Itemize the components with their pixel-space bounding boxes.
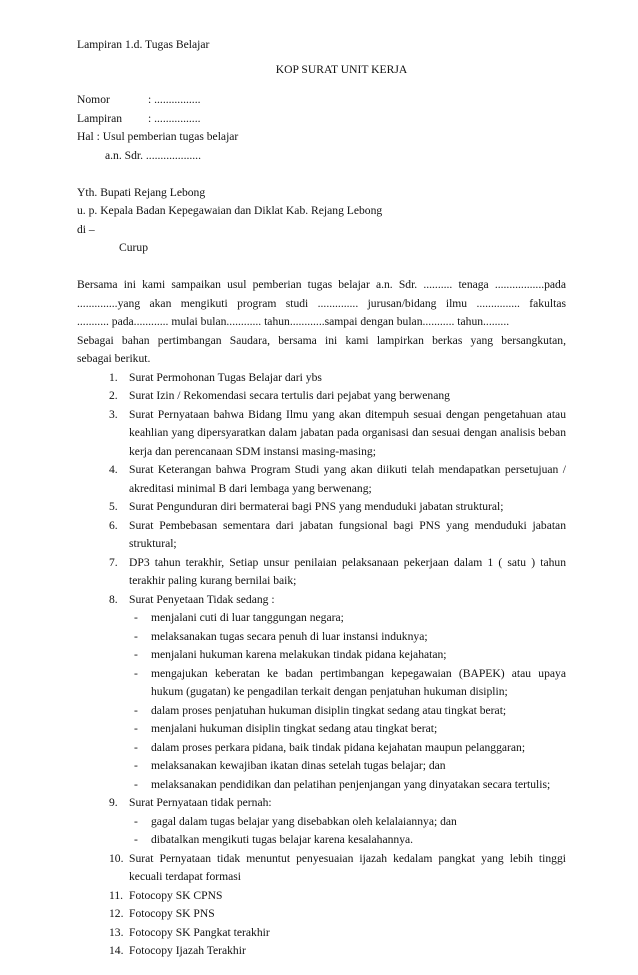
list-item bbox=[77, 591, 566, 795]
item-number: 3. bbox=[109, 407, 118, 421]
item-number: 14. bbox=[109, 944, 124, 957]
item-number: 6. bbox=[109, 518, 118, 532]
item-number: 8. bbox=[109, 592, 118, 606]
sub-item: - menjalani hukuman disiplin tingkat sedang atau tingkat berat; bbox=[134, 722, 438, 735]
item-number: 11. bbox=[109, 888, 124, 902]
item-number: 12. bbox=[109, 907, 124, 920]
item-text: Surat Pengunduran diri bermaterai bagi PNS yang menduduki jabatan struktural; bbox=[129, 500, 504, 513]
item-number: 4. bbox=[109, 463, 118, 476]
item-text: Fotocopy Ijazah Terakhir bbox=[129, 944, 246, 957]
item-number: 1. bbox=[109, 370, 118, 384]
list-item bbox=[77, 924, 566, 943]
sub-item: - menjalani cuti di luar tanggungan negara; bbox=[134, 611, 344, 624]
sub-item: - dibatalkan mengikuti tugas belajar karena kesalahannya. bbox=[134, 833, 414, 846]
list-item bbox=[77, 887, 566, 906]
addressee-line-1: Yth. Bupati Rejang Lebong bbox=[77, 185, 206, 199]
nomor-value: : ................ bbox=[148, 93, 201, 106]
list-item bbox=[77, 498, 566, 517]
body-para1-line3: ........... pada............ mulai bulan............ tahun............sampai dengan bulan........... tahun......... bbox=[77, 315, 510, 328]
sub-item: - melaksanakan kewajiban ikatan dinas setelah tugas belajar; dan bbox=[134, 759, 446, 772]
addressee-city: Curup bbox=[119, 241, 148, 254]
item-text: Surat Keterangan bahwa Program Studi yang akan diikuti telah mendapatkan persetujuan / akreditasi minimal B dari lembaga yang berwenang; bbox=[129, 463, 566, 495]
nomor-row bbox=[77, 91, 566, 110]
body-para1-line2: ..............yang akan mengikuti program studi .............. jurusan/bidang ilmu ............... fakultas bbox=[77, 296, 566, 310]
hal-line: Hal : Usul pemberian tugas belajar bbox=[77, 130, 239, 143]
letterhead-title: KOP SURAT UNIT KERJA bbox=[275, 62, 408, 76]
sub-item: - mengajukan keberatan ke badan pertimbangan kepegawaian (BAPEK) atau upaya hukum (gugatan) ke pengadilan terkait dengan penjatuhan hukuman disiplin; bbox=[134, 666, 566, 698]
item-text: Surat Penyetaan Tidak sedang : bbox=[129, 592, 275, 606]
list-item bbox=[77, 905, 566, 924]
item-number: 9. bbox=[109, 796, 118, 809]
list-item bbox=[77, 461, 566, 498]
body-para2-line2: sebagai berikut. bbox=[77, 352, 151, 365]
attachment-list bbox=[77, 369, 566, 961]
item-text: Surat Permohonan Tugas Belajar dari ybs bbox=[129, 370, 322, 384]
item-number: 13. bbox=[109, 925, 124, 939]
item-text: Surat Pernyataan bahwa Bidang Ilmu yang akan ditempuh sesuai dengan pengetahuan atau keahlian yang dipersyaratkan dalam jabatan pada organisasi dan sesuai dengan analisis beban kerja dan perencanaan SDM instansi masing-masing; bbox=[129, 407, 566, 458]
nomor-label: Nomor bbox=[77, 93, 110, 106]
item-text: Fotocopy SK Pangkat terakhir bbox=[129, 925, 270, 939]
item-text: Surat Pernyataan tidak pernah: bbox=[129, 796, 272, 809]
addressee-line-2: u. p. Kepala Badan Kepegawaian dan Diklat Kab. Rejang Lebong bbox=[77, 204, 383, 217]
document-page bbox=[77, 36, 566, 961]
attachment-label: Lampiran 1.d. Tugas Belajar bbox=[77, 38, 210, 51]
sub-item: - menjalani hukuman karena melakukan tindak pidana kejahatan; bbox=[134, 648, 447, 661]
list-item bbox=[77, 794, 566, 850]
sub-item: - gagal dalam tugas belajar yang disebabkan oleh kelalaiannya; dan bbox=[134, 814, 457, 828]
body-para2-line1: Sebagai bahan pertimbangan Saudara, bersama ini kami lampirkan berkas yang bersangkutan, bbox=[77, 333, 566, 347]
sub-item: - melaksanakan tugas secara penuh di luar instansi induknya; bbox=[134, 629, 428, 643]
sub-item: - dalam proses penjatuhan hukuman disiplin tingkat sedang atau tingkat berat; bbox=[134, 703, 507, 717]
lampiran-value: : ................ bbox=[148, 111, 201, 125]
list-item bbox=[77, 942, 566, 961]
lampiran-row bbox=[77, 110, 566, 129]
item-text: Surat Pernyataan tidak menuntut penyesuaian ijazah kedalam pangkat yang lebih tinggi kecuali terdapat formasi bbox=[129, 851, 566, 883]
lampiran-label: Lampiran bbox=[77, 111, 123, 125]
item-text: DP3 tahun terakhir, Setiap unsur penilaian pelaksanaan pekerjaan dalam 1 ( satu ) tahun terakhir paling kurang bernilai baik; bbox=[129, 555, 566, 587]
sub-item: - dalam proses perkara pidana, baik tindak pidana kejahatan maupun pelanggaran; bbox=[134, 740, 526, 754]
addressee-line-3: di – bbox=[77, 222, 95, 236]
item-text: Surat Izin / Rekomendasi secara tertulis dari pejabat yang berwenang bbox=[129, 389, 450, 402]
item-number: 2. bbox=[109, 389, 118, 402]
list-item bbox=[77, 369, 566, 388]
hal-subject: a.n. Sdr. ................... bbox=[105, 148, 201, 162]
item-text: Fotocopy SK PNS bbox=[129, 907, 215, 920]
item-text: Fotocopy SK CPNS bbox=[129, 888, 223, 902]
sub-item: - melaksanakan pendidikan dan pelatihan penjenjangan yang dinyatakan secara tertulis; bbox=[134, 777, 551, 791]
item-text: Surat Pembebasan sementara dari jabatan fungsional bagi PNS yang menduduki jabatan struktural; bbox=[129, 518, 566, 550]
list-item bbox=[77, 406, 566, 462]
list-item bbox=[77, 517, 566, 554]
body-para1-line1: Bersama ini kami sampaikan usul pemberian tugas belajar a.n. Sdr. .......... tenaga .................pada bbox=[77, 278, 566, 291]
item-number: 10. bbox=[109, 851, 124, 865]
list-item bbox=[77, 554, 566, 591]
list-item bbox=[77, 850, 566, 887]
item-number: 5. bbox=[109, 500, 118, 513]
list-item bbox=[77, 387, 566, 406]
item-number: 7. bbox=[109, 555, 118, 569]
